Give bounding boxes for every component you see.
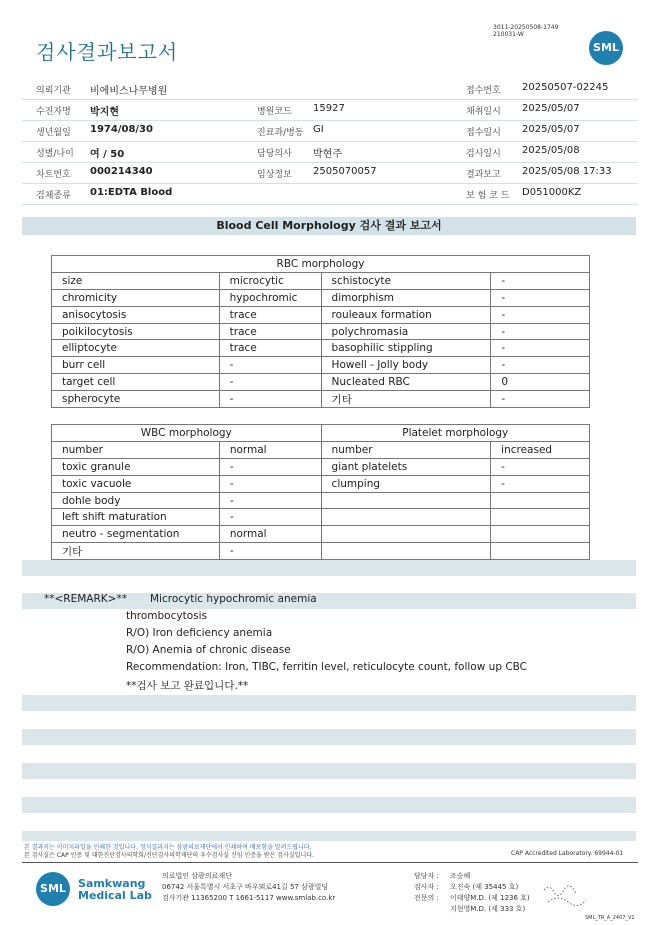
staff-specialist-name-1: 이태양M.D. (제 1236 호) [450, 894, 530, 902]
report-title: 검사결과보고서 [36, 40, 179, 64]
morphology-result: - [219, 492, 321, 509]
morphology-item: dimorphism [321, 289, 491, 306]
morphology-result: - [491, 458, 590, 475]
morphology-item [321, 526, 491, 543]
document-id-line-2: 210031-W [493, 31, 524, 38]
patient-info-row [22, 183, 638, 205]
info-label: 결과보고 [466, 170, 501, 180]
morphology-result [491, 526, 590, 543]
info-label: 담당의사 [257, 149, 292, 159]
morphology-item: clumping [321, 475, 491, 492]
staff-tester-name: 오진숙 (제 35445 호) [450, 883, 519, 891]
info-value: 2025/05/08 17:33 [522, 166, 612, 177]
morphology-result: - [219, 357, 321, 374]
morphology-result: - [491, 340, 590, 357]
morphology-item: dohle body [52, 492, 220, 509]
table-row [52, 509, 590, 526]
morphology-item: size [52, 272, 220, 289]
morphology-item [321, 492, 491, 509]
info-value: 박현주 [313, 149, 342, 160]
wbc-platelet-morphology-table [51, 424, 590, 560]
org-name: 의료법인 삼광의료재단 [162, 872, 232, 880]
morphology-item: left shift maturation [52, 509, 220, 526]
table-row [52, 391, 590, 408]
org-address: 06742 서울특별시 서초구 바우뫼로41길 57 삼광빌딩 [162, 883, 329, 891]
morphology-item: 기타 [52, 543, 220, 560]
info-value: D051000KZ [522, 187, 582, 198]
org-contact: 검사기관 11365200 T 1661-5117 www.smlab.co.kr [162, 894, 336, 902]
info-value: 비에비스나무병원 [90, 86, 168, 97]
info-value: 1974/08/30 [90, 124, 153, 135]
morphology-result: normal [219, 441, 321, 458]
morphology-result: - [219, 458, 321, 475]
morphology-item: Howell - Jolly body [321, 357, 491, 374]
info-label: 검체종류 [36, 191, 71, 201]
morphology-result: - [491, 306, 590, 323]
info-value: 2025/05/07 [522, 124, 580, 135]
info-label: 성별/나이 [36, 149, 74, 159]
morphology-result: trace [219, 323, 321, 340]
info-label: 차트번호 [36, 170, 71, 180]
morphology-item: polychromasia [321, 323, 491, 340]
remark-line: R/O) Anemia of chronic disease [126, 644, 291, 656]
staff-contact-name: 조승혜 [450, 872, 471, 880]
background-band [22, 729, 636, 745]
info-label: 보 험 코 드 [466, 191, 510, 201]
morphology-result: - [219, 509, 321, 526]
morphology-result: - [491, 357, 590, 374]
table-row [52, 441, 590, 458]
background-band [22, 695, 636, 711]
morphology-item [321, 543, 491, 560]
footer-logo-name-line-2: Medical Lab [78, 889, 152, 902]
morphology-result: - [219, 391, 321, 408]
morphology-result: hypochromic [219, 289, 321, 306]
info-value: 000214340 [90, 166, 153, 177]
info-value: 2505070057 [313, 166, 377, 177]
info-label: 수진자명 [36, 107, 71, 117]
sml-logo-icon: SML [589, 31, 623, 65]
info-value: 20250507-02245 [522, 82, 609, 93]
morphology-item: burr cell [52, 357, 220, 374]
morphology-result [491, 492, 590, 509]
table-row [52, 357, 590, 374]
morphology-item: schistocyte [321, 272, 491, 289]
morphology-result: microcytic [219, 272, 321, 289]
cap-accreditation: CAP Accredited Laboratory. 69944-01 [511, 850, 624, 857]
table-row [52, 272, 590, 289]
morphology-item: rouleaux formation [321, 306, 491, 323]
morphology-result: - [491, 323, 590, 340]
info-label: 의뢰기관 [36, 86, 71, 96]
morphology-result: - [219, 374, 321, 391]
morphology-item: Nucleated RBC [321, 374, 491, 391]
info-label: 진료과/병동 [257, 128, 304, 138]
table-row [52, 374, 590, 391]
footer-accreditation: 본 검사실은 CAP 인증 및 대한진단검사의학회/진단검사의학재단의 우수검사실 신임 인증을 받은 검사실입니다. [24, 852, 314, 859]
morphology-result: - [219, 475, 321, 492]
rbc-table-header: RBC morphology [52, 256, 590, 273]
footer-logo-name-line-1: Samkwang [78, 877, 146, 890]
morphology-result: increased [491, 441, 590, 458]
table-row [52, 306, 590, 323]
platelet-table-header: Platelet morphology [321, 425, 589, 442]
info-label: 접수번호 [466, 86, 501, 96]
patient-info-row [22, 162, 638, 184]
morphology-item: poikilocytosis [52, 323, 220, 340]
morphology-result: 0 [491, 374, 590, 391]
morphology-item: basophilic stippling [321, 340, 491, 357]
morphology-item: giant platelets [321, 458, 491, 475]
table-row [52, 543, 590, 560]
rbc-morphology-table [51, 255, 590, 408]
remark-line: R/O) Iron deficiency anemia [126, 627, 273, 639]
morphology-item: neutro - segmentation [52, 526, 220, 543]
morphology-item: anisocytosis [52, 306, 220, 323]
info-value: 15927 [313, 103, 345, 114]
patient-info-row [22, 78, 638, 100]
morphology-result [491, 543, 590, 560]
patient-info-row [22, 120, 638, 142]
staff-specialist-name-2: 지현영M.D. (제 333 호) [450, 905, 526, 913]
morphology-item: target cell [52, 374, 220, 391]
morphology-item: number [52, 441, 220, 458]
info-label: 병원코드 [257, 107, 292, 117]
wbc-table-header: WBC morphology [52, 425, 322, 442]
document-id [493, 24, 558, 38]
remark-line: Microcytic hypochromic anemia [150, 593, 317, 605]
info-value: GI [313, 124, 324, 135]
morphology-item: elliptocyte [52, 340, 220, 357]
morphology-item: spherocyte [52, 391, 220, 408]
background-band [22, 797, 636, 813]
info-value: 01:EDTA Blood [90, 187, 173, 198]
footer-divider [22, 862, 638, 863]
table-row [52, 526, 590, 543]
info-label: 접수일시 [466, 128, 501, 138]
document-id-line-1: 3011-20250508-1749 [493, 24, 559, 31]
info-label: 생년월일 [36, 128, 71, 138]
signature-scribble [540, 880, 600, 910]
info-value: 2025/05/07 [522, 103, 580, 114]
table-row [52, 458, 590, 475]
remark-line: Recommendation: Iron, TIBC, ferritin level, reticulocyte count, follow up CBC [126, 661, 527, 673]
morphology-result: - [491, 272, 590, 289]
footer-sml-logo-icon: SML [36, 872, 70, 906]
patient-info-row [22, 141, 638, 163]
background-band [22, 560, 636, 576]
patient-info-row [22, 99, 638, 121]
info-label: 검사일시 [466, 149, 501, 159]
morphology-item: toxic granule [52, 458, 220, 475]
background-band [22, 831, 636, 841]
table-row [52, 289, 590, 306]
background-band [22, 763, 636, 779]
table-row [52, 340, 590, 357]
table-row [52, 475, 590, 492]
form-id: SML_TR_A_2407_V1 [585, 915, 635, 921]
morphology-result: - [491, 475, 590, 492]
remark-label: **<REMARK>** [44, 593, 127, 605]
morphology-result [491, 509, 590, 526]
staff-contact-label: 담당자 : [414, 872, 439, 880]
morphology-result: trace [219, 306, 321, 323]
morphology-result: - [491, 391, 590, 408]
table-row [52, 323, 590, 340]
info-label: 채취일시 [466, 107, 501, 117]
morphology-item [321, 509, 491, 526]
remark-line: **검사 보고 완료입니다.** [126, 680, 249, 692]
footer-notice: 본 결과지는 이미지파일을 인쇄한 것입니다. 정식결과지는 삼광의료재단에서 인쇄하여 배포함을 알려드립니다. [24, 844, 312, 851]
morphology-result: normal [219, 526, 321, 543]
remark-line: thrombocytosis [126, 610, 207, 622]
info-value: 2025/05/08 [522, 145, 580, 156]
section-title: Blood Cell Morphology 검사 결과 보고서 [22, 217, 636, 235]
info-value: 여 / 50 [90, 149, 125, 160]
info-value: 박지현 [90, 107, 119, 118]
morphology-item: chromicity [52, 289, 220, 306]
staff-tester-label: 검사자 : [414, 883, 439, 891]
staff-specialist-label: 전문의 : [414, 894, 439, 902]
table-row [52, 492, 590, 509]
morphology-result: - [219, 543, 321, 560]
footer-logo-name [78, 878, 152, 902]
morphology-item: 기타 [321, 391, 491, 408]
info-label: 임상정보 [257, 170, 292, 180]
morphology-result: trace [219, 340, 321, 357]
morphology-result: - [491, 289, 590, 306]
morphology-item: number [321, 441, 491, 458]
morphology-item: toxic vacuole [52, 475, 220, 492]
